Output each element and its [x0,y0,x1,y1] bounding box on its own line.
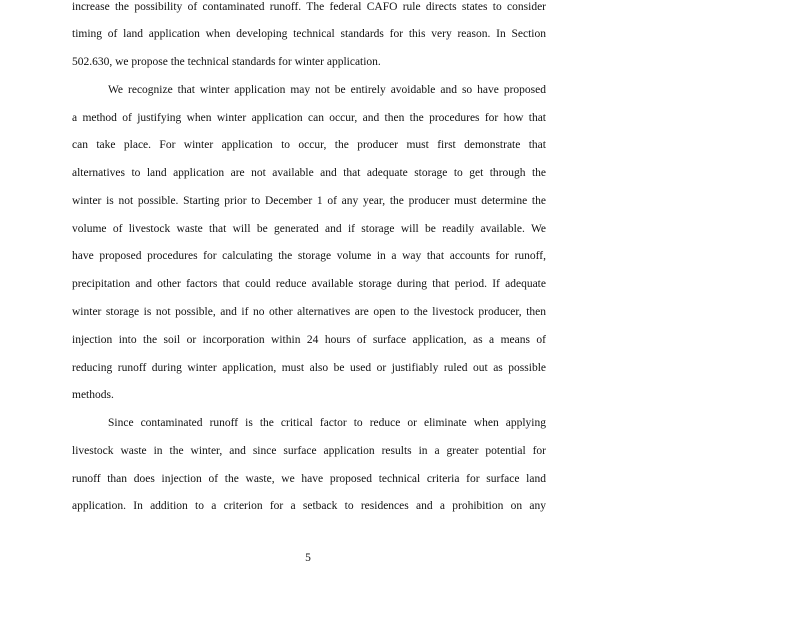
text-line-19: application. In addition to a criterion for a setback to residences and a prohibition on any [72,500,546,512]
text-line-9: volume of livestock waste that will be generated and if storage will be readily available. We [72,223,546,235]
text-line-1: increase the possibility of contaminated runoff. The federal CAFO rule directs states to consider [72,1,546,13]
text-line-17: livestock waste in the winter, and since surface application results in a greater potential for [72,445,546,457]
text-line-12: winter storage is not possible, and if no other alternatives are open to the livestock producer, then [72,306,546,318]
text-line-11: precipitation and other factors that could reduce available storage during that period. If adequate [72,278,546,290]
text-line-7: alternatives to land application are not available and that adequate storage to get through the [72,167,546,179]
text-line-18: runoff than does injection of the waste, we have proposed technical criteria for surface land [72,473,546,485]
text-line-8: winter is not possible. Starting prior to December 1 of any year, the producer must determine the [72,195,546,207]
text-line-4: We recognize that winter application may not be entirely avoidable and so have proposed [108,84,546,96]
text-line-6: can take place. For winter application to occur, the producer must first demonstrate that [72,139,546,151]
text-line-5: a method of justifying when winter application can occur, and then the procedures for how that [72,112,546,124]
text-line-10: have proposed procedures for calculating the storage volume in a way that accounts for runoff, [72,250,546,262]
text-line-15: methods. [72,389,114,401]
text-line-13: injection into the soil or incorporation within 24 hours of surface application, as a means of [72,334,546,346]
text-line-16: Since contaminated runoff is the critical factor to reduce or eliminate when applying [108,417,546,429]
text-line-2: timing of land application when developing technical standards for this very reason. In Section [72,28,546,40]
text-line-3: 502.630, we propose the technical standards for winter application. [72,56,381,68]
text-line-14: reducing runoff during winter application, must also be used or justifiably ruled out as possible [72,362,546,374]
page-number: 5 [305,552,311,564]
